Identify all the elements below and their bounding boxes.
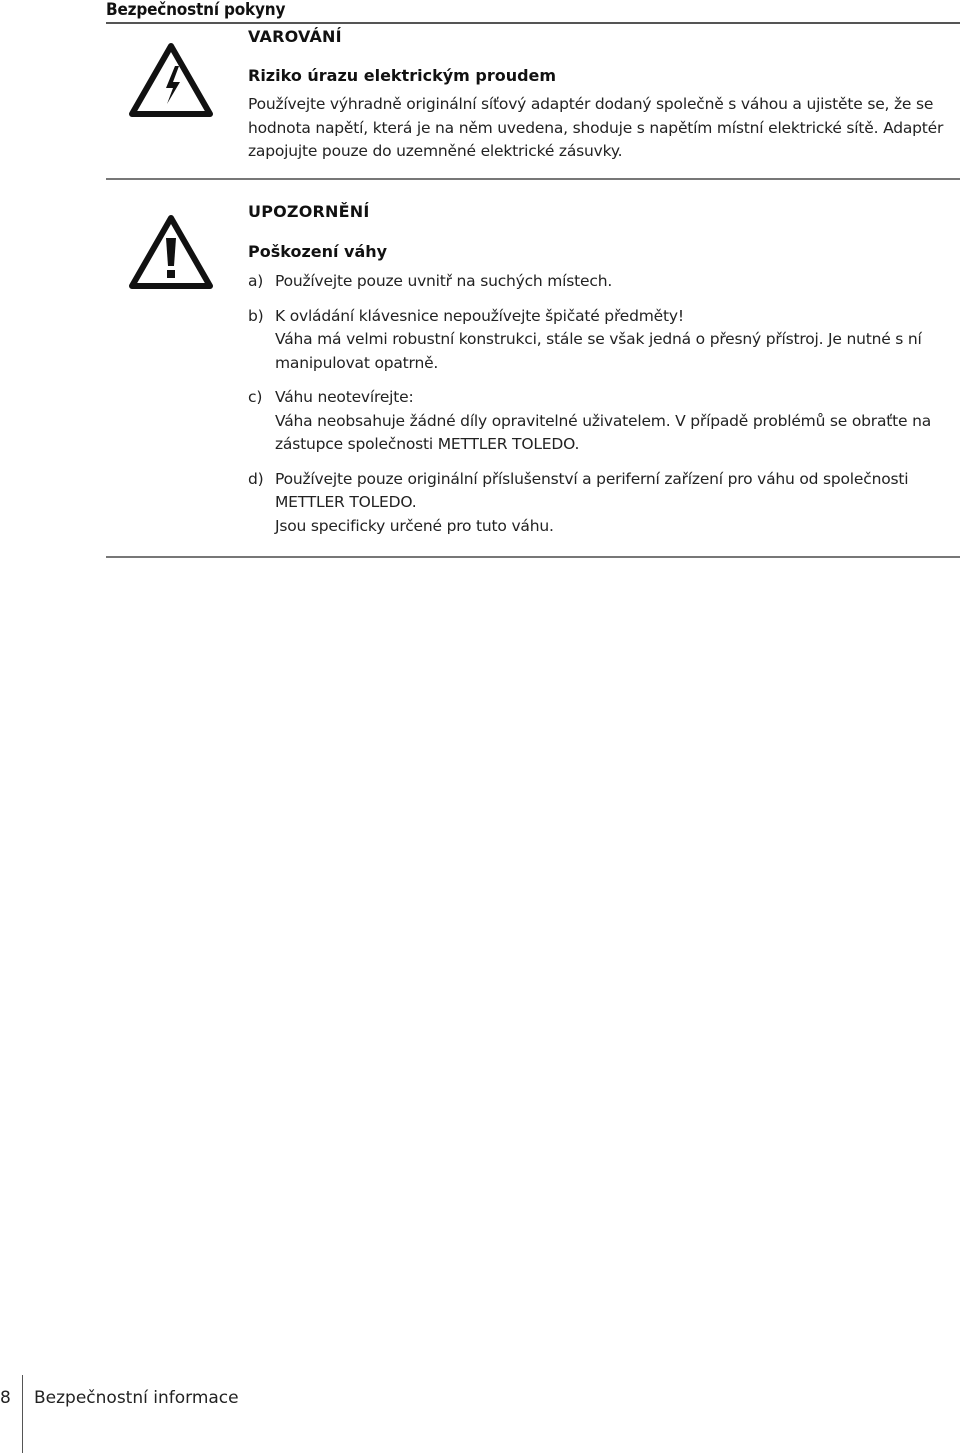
list-item bbox=[248, 305, 948, 376]
caution-signal-word: UPOZORNĚNÍ bbox=[248, 202, 370, 221]
section-divider bbox=[106, 556, 960, 558]
list-item-text: Váhu neotevírejte: bbox=[275, 388, 414, 406]
list-item-text: Používejte pouze originální příslušenství a periferní zařízení pro váhu od společnosti METTLER TOLEDO. bbox=[275, 469, 909, 511]
section-divider bbox=[106, 178, 960, 180]
page-number: 8 bbox=[0, 1388, 11, 1408]
exclamation-warning-icon bbox=[128, 214, 214, 290]
list-item-text: Používejte pouze uvnitř na suchých místech. bbox=[275, 272, 613, 290]
caution-block bbox=[248, 202, 948, 538]
list-item bbox=[248, 386, 948, 457]
warning-block bbox=[248, 27, 948, 164]
footer-section-title: Bezpečnostní informace bbox=[34, 1388, 239, 1408]
list-item bbox=[248, 270, 948, 294]
list-item-text: K ovládání klávesnice nepoužívejte špičaté předměty! bbox=[275, 306, 684, 325]
list-marker: a) bbox=[248, 272, 264, 290]
electric-shock-warning-icon bbox=[128, 42, 214, 118]
warning-signal-word: VAROVÁNÍ bbox=[248, 27, 342, 46]
list-marker: c) bbox=[248, 388, 263, 406]
footer-divider bbox=[22, 1375, 23, 1453]
list-item bbox=[248, 468, 948, 539]
list-item-text: Jsou specificky určené pro tuto váhu. bbox=[275, 516, 554, 535]
warning-hazard: Riziko úrazu elektrickým proudem bbox=[248, 66, 557, 85]
list-item-text: Váha neobsahuje žádné díly opravitelné uživatelem. V případě problémů se obraťte na zástupce společnosti METTLER TOLEDO. bbox=[275, 411, 932, 453]
page-title: Bezpečnostní pokyny bbox=[106, 0, 286, 20]
caution-hazard: Poškození váhy bbox=[248, 242, 388, 261]
list-marker: d) bbox=[248, 469, 264, 488]
list-item-text: Váha má velmi robustní konstrukci, stále se však jedná o přesný přístroj. Je nutné s ní manipulovat opatrně. bbox=[275, 330, 922, 372]
warning-text: Používejte výhradně originální síťový adaptér dodaný společně s váhou a ujistěte se, že se hodnota napětí, která je na něm uvedena, shoduje s napětím místní elektrické sítě. Adaptér zapojujte pouze do uzemněné elektrické zásuvky. bbox=[248, 95, 944, 160]
list-marker: b) bbox=[248, 306, 264, 325]
